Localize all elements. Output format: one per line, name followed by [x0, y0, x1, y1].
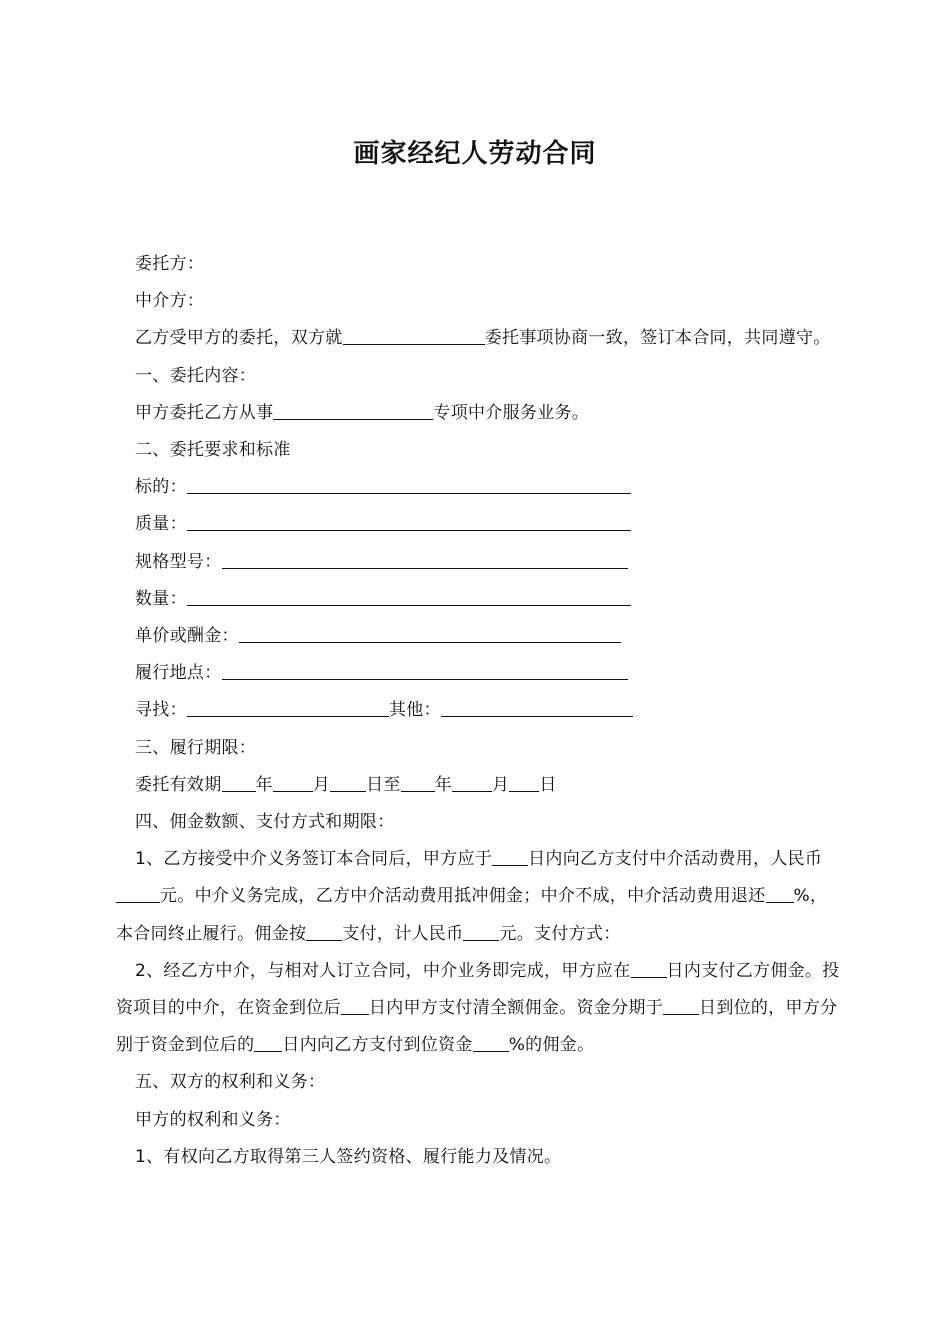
field-subject-label: 标的：: [135, 477, 187, 498]
intro-text-a: 乙方受甲方的委托，双方就: [135, 328, 343, 349]
agent-line: [116, 283, 840, 320]
agent-label: 中介方：: [135, 291, 205, 312]
commission-paragraph-1: [116, 841, 840, 953]
consignor-label: 委托方：: [135, 254, 205, 274]
section-5-heading: 五、双方的权利和义务：: [135, 1072, 326, 1093]
field-place: [116, 655, 840, 692]
p1-basis-blank: [306, 923, 342, 941]
p2-text-b: 日内支付乙方佣金。投资项目的中介，在资金到位后: [116, 960, 840, 1019]
field-quality-label: 质量：: [135, 514, 187, 535]
p1-text-b: 日内向乙方支付中介活动费用，人民币: [528, 849, 823, 870]
field-place-blank: [222, 662, 628, 680]
field-quantity-blank: [187, 588, 631, 606]
field-find-label: 寻找：: [135, 700, 187, 721]
p2-text-a: 2、经乙方中介，与相对人订立合同，中介业务即完成，甲方应在: [135, 960, 631, 981]
term-month-1: 月: [312, 774, 331, 795]
p1-percent-blank: [766, 885, 794, 903]
entrust-matter-blank: [343, 327, 485, 345]
p2-text-d: 日到位的，甲方分别于资金到位后的: [116, 998, 838, 1056]
field-model-label: 规格型号：: [135, 551, 222, 572]
p1-text-e: 支付，计人民币: [342, 923, 464, 944]
section-5-item-1: 1、有权向乙方取得第三人签约资格、履行能力及情况。: [135, 1146, 562, 1167]
section-4-heading: 四、佣金数额、支付方式和期限：: [135, 812, 395, 833]
field-quality: [116, 506, 840, 543]
p1-text-a: 1、乙方接受中介义务签订本合同后，甲方应于: [135, 849, 493, 870]
p2-text-e: 日内向乙方支付到位资金: [282, 1035, 473, 1056]
field-find-other: [116, 692, 840, 729]
field-price-blank: [239, 625, 621, 643]
field-model-blank: [222, 551, 628, 569]
section-5-subheading: 甲方的权利和义务：: [135, 1109, 291, 1130]
start-year-blank: [222, 774, 256, 792]
sec1-text-b: 专项中介服务业务。: [433, 402, 590, 423]
field-model: [116, 544, 840, 581]
document-title: 画家经纪人劳动合同: [353, 139, 597, 169]
start-day-blank: [330, 774, 366, 792]
p1-text-c: 元。中介义务完成，乙方中介活动费用抵冲佣金；中介不成，中介活动费用退还: [160, 886, 766, 907]
section-1-heading: 一、委托内容：: [135, 365, 257, 386]
section-3-heading: 三、履行期限：: [135, 737, 257, 758]
field-price: [116, 618, 840, 655]
intro-paragraph: [116, 320, 840, 357]
field-other-label: 其他：: [388, 700, 441, 721]
p2-days-blank: [631, 960, 667, 978]
p2-after-days-blank: [254, 1034, 282, 1052]
field-price-label: 单价或酬金：: [135, 626, 239, 647]
p1-days-blank: [492, 848, 528, 866]
consignor-line: [116, 246, 840, 283]
p2-text-f: %的佣金。: [508, 1035, 595, 1056]
p1-amount-blank: [116, 885, 160, 903]
p1-rmb-blank: [463, 923, 499, 941]
term-year-1: 年: [255, 774, 273, 795]
term-day-to: 日至: [366, 774, 401, 795]
end-year-blank: [401, 774, 435, 792]
end-day-blank: [509, 774, 539, 792]
field-other-blank: [441, 699, 633, 717]
service-blank: [273, 402, 433, 420]
field-quantity: [116, 581, 840, 618]
term-line: [116, 767, 840, 804]
sec1-text-a: 甲方委托乙方从事: [135, 402, 274, 423]
p1-text-f: 元。支付方式：: [499, 923, 621, 944]
term-month-2: 月: [492, 774, 510, 795]
section-1-content: [116, 395, 840, 432]
field-quality-blank: [187, 513, 631, 531]
term-year-2: 年: [434, 774, 453, 795]
field-find-blank: [187, 699, 389, 717]
p2-text-c: 日内甲方支付清全额佣金。资金分期于: [368, 998, 664, 1019]
document-body: [116, 246, 840, 1176]
section-2-heading: 二、委托要求和标准: [135, 440, 291, 461]
p2-percent-blank: [473, 1034, 509, 1052]
end-month-blank: [452, 774, 492, 792]
p1-text-d: %，本合同终止履行。佣金按: [116, 886, 828, 944]
start-month-blank: [273, 774, 313, 792]
p2-installment-blank: [663, 997, 699, 1015]
field-subject: [116, 469, 840, 506]
term-prefix: 委托有效期: [135, 774, 222, 795]
p2-funds-days-blank: [341, 997, 369, 1015]
field-place-label: 履行地点：: [135, 663, 222, 684]
term-day: 日: [539, 774, 557, 795]
commission-paragraph-2: [116, 953, 840, 1065]
field-subject-blank: [187, 476, 631, 494]
intro-text-b: 委托事项协商一致，签订本合同，共同遵守。: [484, 328, 831, 349]
field-quantity-label: 数量：: [135, 588, 187, 609]
